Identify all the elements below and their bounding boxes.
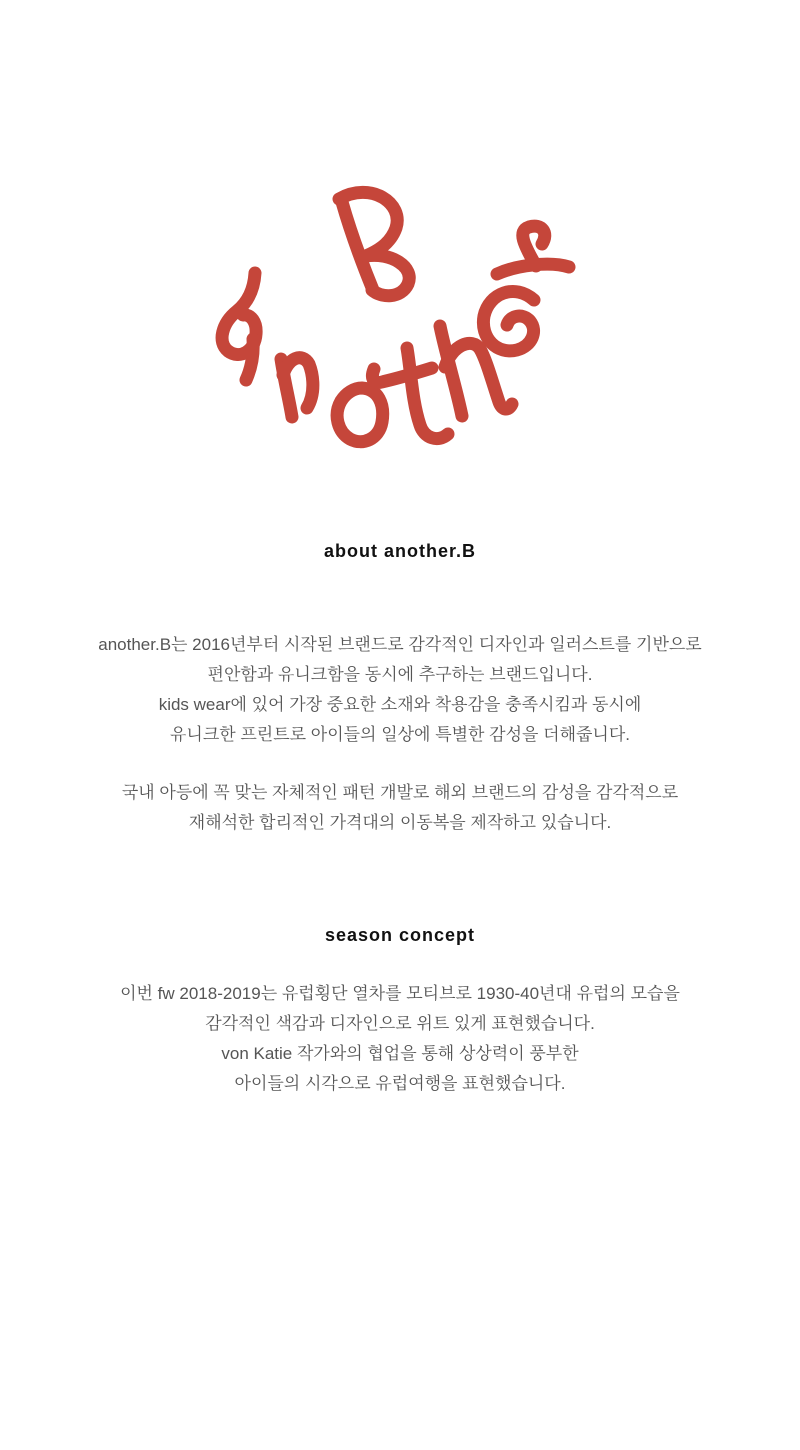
logo-letter-o [337, 388, 383, 442]
paragraph-line: von Katie 작가와의 협업을 통해 상상력이 풍부한 [221, 1044, 579, 1063]
paragraph-line: kids wear에 있어 가장 중요한 소재와 착용감을 충족시킴과 동시에 [158, 695, 642, 714]
paragraph-line: 편안함과 유니크함을 동시에 추구하는 브랜드입니다. [207, 665, 593, 684]
paragraph-line: 감각적인 색감과 디자인으로 위트 있게 표현했습니다. [205, 1014, 595, 1033]
paragraph-line: 재해석한 합리적인 가격대의 이동복을 제작하고 있습니다. [188, 813, 612, 832]
paragraph-line: 아이들의 시각으로 유럽여행을 표현했습니다. [234, 1074, 566, 1093]
logo-letter-e [483, 291, 534, 350]
paragraph-line: 이번 fw 2018-2019는 유럽횡단 열차를 모티브로 1930-40년대 유럽의 모습을 [120, 984, 680, 1003]
logo-letter-a [222, 273, 256, 380]
logo-letter-n [281, 358, 313, 417]
season-paragraph-1 [0, 979, 800, 1099]
about-heading: about another.B [323, 541, 476, 561]
paragraph-line: 유니크한 프린트로 아이들의 일상에 특별한 감성을 더해줍니다. [169, 725, 631, 744]
logo-letter-h [440, 326, 512, 416]
about-paragraph-2 [0, 778, 800, 838]
about-paragraph-1 [0, 630, 800, 750]
logo-letter-r [497, 226, 569, 274]
logo-letter-B [339, 192, 409, 295]
paragraph-line: another.B는 2016년부터 시작된 브랜드로 감각적인 디자인과 일러스트를 기반으로 [98, 635, 702, 654]
paragraph-line: 국내 아등에 꼭 맞는 자체적인 패턴 개발로 해외 브랜드의 감성을 감각적으로 [121, 783, 679, 802]
season-heading: season concept [324, 925, 476, 945]
logo-strokes [222, 192, 569, 441]
brand-logo [212, 175, 587, 460]
